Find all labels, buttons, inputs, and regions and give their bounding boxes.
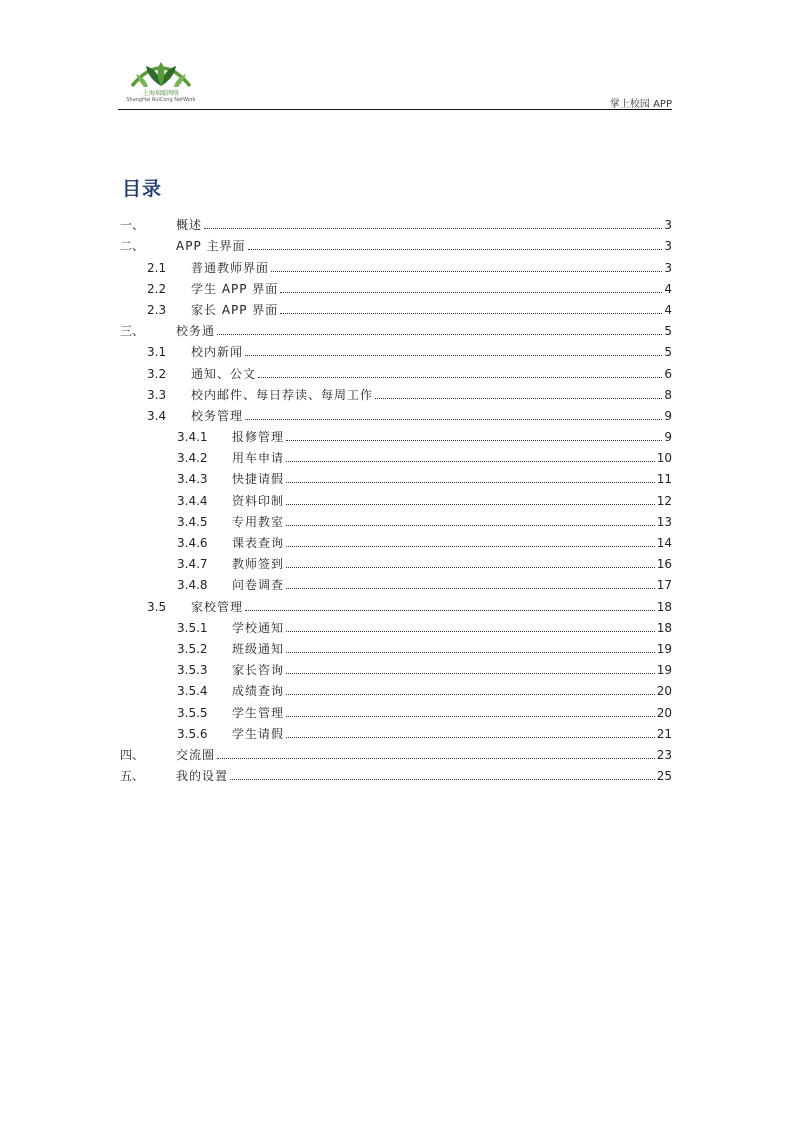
toc-dot-leader (245, 418, 662, 420)
toc-entry-title: 家校管理 (191, 599, 244, 614)
toc-entry-title: 专用教室 (232, 514, 285, 529)
toc-entry-page: 21 (656, 726, 672, 741)
toc-entry-page: 8 (664, 387, 672, 402)
toc-entry-page: 18 (656, 599, 672, 614)
toc-dot-leader (286, 545, 655, 547)
toc-entry-number: 3.4.5 (177, 514, 208, 529)
toc-entry-title: 家长咨询 (232, 663, 285, 678)
toc-entry[interactable] (120, 465, 672, 486)
toc-entry-title: 校内新闻 (191, 345, 244, 360)
toc-entry-number: 3.4.2 (177, 451, 208, 466)
toc-entry[interactable] (120, 317, 672, 338)
company-logo (118, 56, 204, 106)
toc-entry-page: 20 (656, 705, 672, 720)
toc-entry-title: 概述 (176, 218, 203, 233)
toc-entry-title: 课表查询 (232, 536, 285, 550)
toc-entry-number: 3.4.1 (177, 430, 208, 445)
toc-entry-number: 四、 (120, 747, 145, 762)
toc-dot-leader (280, 312, 662, 314)
toc-entry-number: 3.5 (147, 599, 167, 614)
toc-entry-number: 3.5.4 (177, 684, 208, 699)
toc-entry[interactable] (120, 508, 672, 529)
toc-dot-leader (248, 248, 663, 250)
toc-entry-number: 3.4 (147, 408, 167, 423)
toc-entry-title: APP 主界面 (176, 239, 246, 254)
toc-entry-number: 3.5.6 (177, 726, 208, 741)
toc-entry-page: 3 (664, 260, 672, 275)
toc-dot-leader (286, 651, 655, 653)
toc-entry[interactable] (120, 677, 672, 698)
toc-entry-page: 4 (664, 302, 672, 317)
toc-dot-leader (286, 715, 655, 717)
toc-dot-leader (286, 566, 655, 568)
toc-entry-number: 3.4.3 (177, 472, 208, 487)
toc-entry-title: 用车申请 (232, 451, 285, 466)
toc-entry[interactable] (120, 486, 672, 507)
toc-entry-title: 普通教师界面 (191, 260, 270, 275)
toc-entry[interactable] (120, 211, 672, 232)
toc-entry-page: 25 (656, 769, 672, 784)
toc-entry-title: 报修管理 (232, 430, 285, 445)
toc-dot-leader (286, 587, 655, 589)
toc-entry-page: 4 (664, 281, 672, 296)
toc-entry-number: 3.3 (147, 387, 167, 402)
toc-entry-title: 通知、公文 (191, 366, 257, 381)
toc-entry-number: 3.5.2 (177, 641, 208, 656)
toc-entry-number: 3.5.5 (177, 705, 208, 720)
toc-entry-title: 班级通知 (232, 641, 285, 656)
toc-entry-page: 17 (656, 578, 672, 593)
toc-entry-page: 3 (664, 218, 672, 233)
toc-dot-leader (286, 460, 655, 462)
toc-dot-leader (286, 630, 655, 632)
toc-entry-page: 6 (664, 366, 672, 381)
toc-dot-leader (280, 291, 662, 293)
toc-entry[interactable] (120, 275, 672, 296)
toc-entry-number: 二、 (120, 239, 145, 254)
toc-entry[interactable] (120, 402, 672, 423)
toc-entry[interactable] (120, 444, 672, 465)
toc-entry-title: 学生管理 (232, 705, 285, 720)
toc-entry-number: 五、 (120, 769, 145, 784)
toc-entry-number: 2.2 (147, 281, 167, 296)
toc-entry[interactable] (120, 232, 672, 253)
toc-entry-title: 资料印制 (232, 493, 285, 508)
toc-entry-number: 3.4.6 (177, 536, 208, 550)
header-divider (118, 109, 672, 110)
toc-entry[interactable] (120, 571, 672, 592)
toc-entry-page: 11 (656, 472, 672, 487)
toc-entry-page: 16 (656, 557, 672, 572)
logo-name-en: ShangHai RuiCong NetWork (126, 97, 196, 103)
toc-entry-page: 19 (656, 641, 672, 656)
toc-entry-number: 3.5.3 (177, 663, 208, 678)
table-of-contents (120, 211, 672, 783)
toc-entry-number: 3.4.8 (177, 578, 208, 593)
toc-entry-number: 2.3 (147, 302, 167, 317)
toc-entry[interactable] (120, 423, 672, 444)
toc-entry-title: 校务管理 (191, 408, 244, 423)
toc-entry-title: 校务通 (176, 324, 216, 339)
toc-entry-title: 快捷请假 (232, 472, 285, 487)
toc-entry-title: 学生 APP 界面 (191, 281, 279, 296)
toc-entry[interactable] (120, 698, 672, 719)
toc-dot-leader (230, 778, 655, 780)
toc-dot-leader (245, 354, 662, 356)
toc-entry-number: 3.5.1 (177, 620, 208, 635)
toc-entry-page: 5 (664, 345, 672, 360)
toc-entry[interactable] (120, 359, 672, 380)
toc-entry-page: 13 (656, 514, 672, 529)
toc-entry[interactable] (120, 635, 672, 656)
logo-name-cn: 上海瑞聪网络 (142, 90, 179, 97)
toc-dot-leader (271, 270, 662, 272)
toc-entry-number: 2.1 (147, 260, 167, 275)
toc-dot-leader (286, 503, 655, 505)
toc-dot-leader (286, 736, 655, 738)
toc-dot-leader (286, 693, 655, 695)
toc-entry[interactable] (120, 296, 672, 317)
toc-entry[interactable] (120, 338, 672, 359)
toc-entry[interactable] (120, 253, 672, 274)
toc-dot-leader (375, 397, 662, 399)
toc-dot-leader (217, 757, 655, 759)
document-title: 掌上校园 APP (609, 99, 672, 110)
toc-entry-title: 家长 APP 界面 (191, 302, 279, 317)
toc-entry-page: 12 (656, 493, 672, 508)
toc-entry-page: 19 (656, 663, 672, 678)
toc-entry[interactable] (120, 550, 672, 571)
toc-dot-leader (286, 524, 655, 526)
toc-entry-page: 18 (656, 620, 672, 635)
toc-entry[interactable] (120, 614, 672, 635)
toc-entry[interactable] (120, 592, 672, 613)
toc-dot-leader (245, 609, 655, 611)
toc-entry-page: 3 (664, 239, 672, 254)
toc-entry[interactable] (120, 381, 672, 402)
leaf-logo-icon (126, 56, 196, 90)
toc-dot-leader (286, 672, 655, 674)
toc-entry-title: 校内邮件、每日荐读、每周工作 (191, 387, 374, 402)
toc-entry[interactable] (120, 529, 672, 550)
toc-entry-title: 问卷调查 (232, 578, 285, 593)
toc-entry-title: 教师签到 (232, 557, 285, 572)
toc-entry-title: 我的设置 (176, 769, 229, 784)
toc-entry-page: 5 (664, 324, 672, 339)
toc-entry-page: 9 (664, 408, 672, 423)
toc-dot-leader (258, 376, 662, 378)
toc-heading: 目录 (122, 178, 163, 200)
toc-entry-number: 三、 (120, 324, 145, 339)
toc-entry[interactable] (120, 720, 672, 741)
toc-dot-leader (204, 227, 662, 229)
toc-entry[interactable] (120, 656, 672, 677)
toc-entry-number: 3.4.4 (177, 493, 208, 508)
toc-entry-number: 3.4.7 (177, 557, 208, 572)
toc-entry-title: 学生请假 (232, 726, 285, 741)
toc-entry-number: 3.2 (147, 366, 167, 381)
toc-entry-number: 3.1 (147, 345, 167, 360)
toc-entry-page: 9 (664, 430, 672, 445)
toc-entry[interactable] (120, 741, 672, 762)
toc-dot-leader (286, 481, 655, 483)
toc-entry-title: 交流圈 (176, 747, 216, 762)
toc-entry-page: 10 (656, 451, 672, 466)
toc-entry-page: 20 (656, 684, 672, 699)
toc-entry-page: 23 (656, 747, 672, 762)
toc-entry-title: 成绩查询 (232, 684, 285, 699)
toc-entry[interactable] (120, 762, 672, 783)
toc-dot-leader (217, 333, 662, 335)
toc-entry-page: 14 (656, 536, 672, 550)
toc-entry-title: 学校通知 (232, 620, 285, 635)
toc-dot-leader (286, 439, 662, 441)
toc-entry-number: 一、 (120, 218, 145, 233)
